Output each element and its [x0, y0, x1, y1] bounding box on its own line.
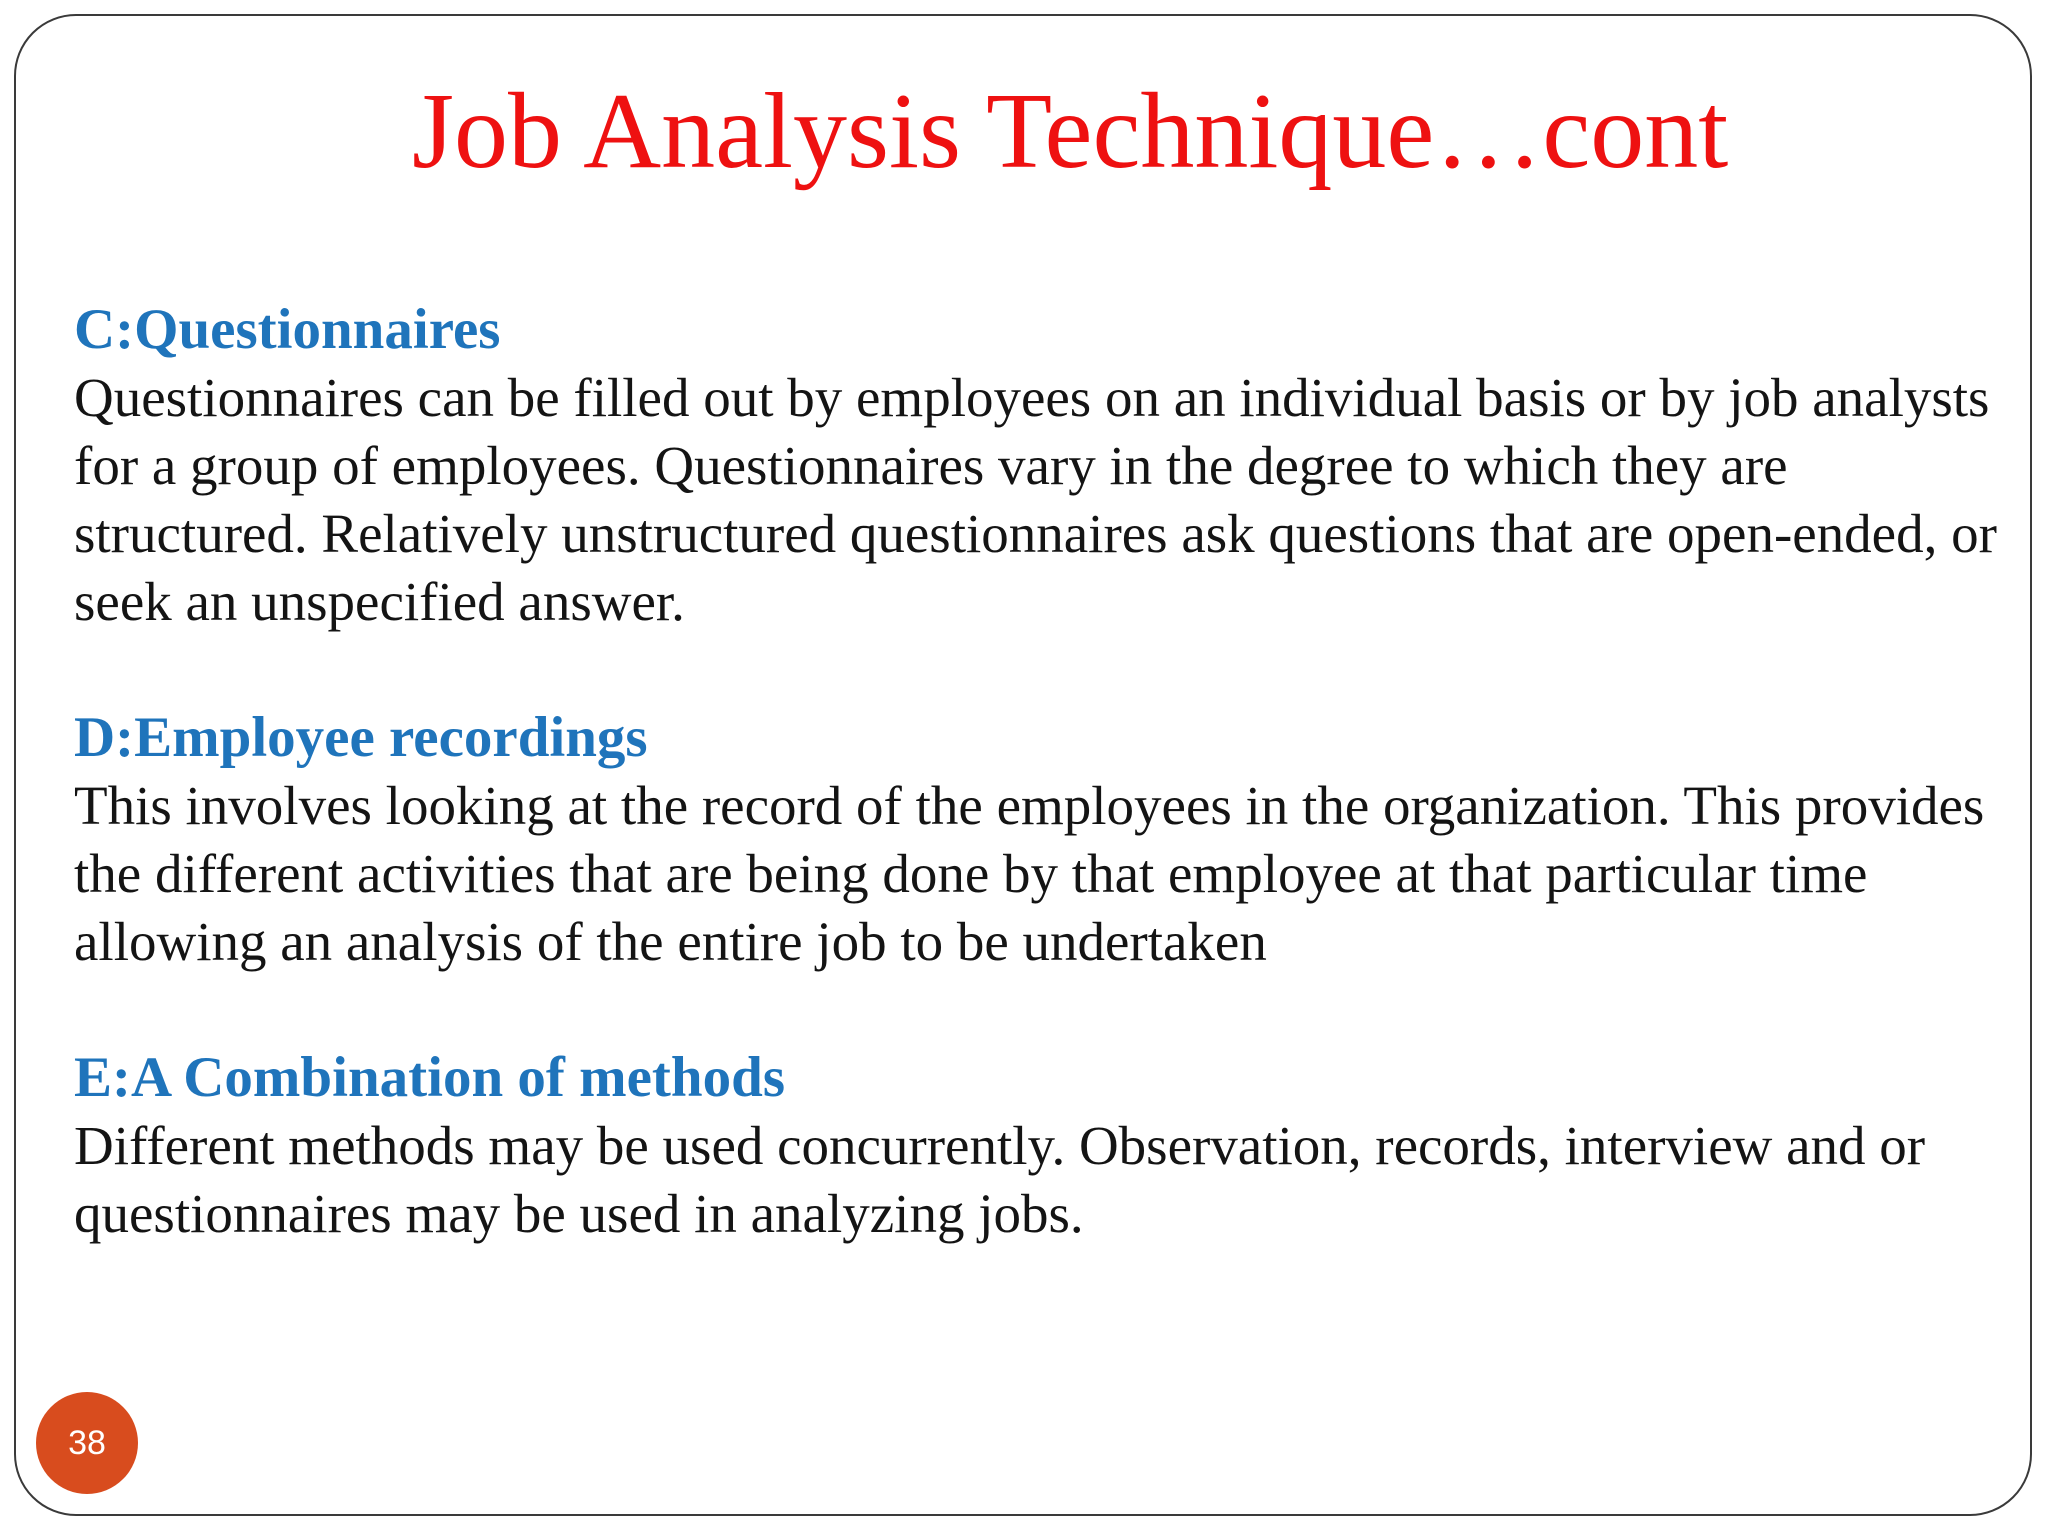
- section-body: Questionnaires can be filled out by employees on an individual basis or by job analysts for a group of employees. Questionnaires vary in the degree to which they are structured. Relatively unstructured questionnaires ask questions that are open-ended, or seek an unspecified answer.: [74, 367, 1997, 632]
- section-employee-recordings: [74, 704, 2004, 976]
- page-number: 38: [68, 1423, 106, 1462]
- section-body: This involves looking at the record of the employees in the organization. This provides the different activities that are being done by that employee at that particular time allowing an analysis of the entire job to be undertaken: [74, 775, 1985, 972]
- page-number-badge: [36, 1392, 138, 1494]
- section-combination-of-methods: [74, 1044, 2004, 1248]
- slide-content: [74, 296, 2004, 1316]
- slide: [14, 14, 2032, 1516]
- section-questionnaires: [74, 296, 2004, 636]
- slide-title: Job Analysis Technique…cont: [412, 72, 1729, 191]
- section-heading: D:Employee recordings: [74, 706, 648, 769]
- section-body: Different methods may be used concurrently. Observation, records, interview and or questionnaires may be used in analyzing jobs.: [74, 1115, 1926, 1244]
- section-heading: E:A Combination of methods: [74, 1046, 785, 1109]
- section-heading: C:Questionnaires: [74, 298, 501, 361]
